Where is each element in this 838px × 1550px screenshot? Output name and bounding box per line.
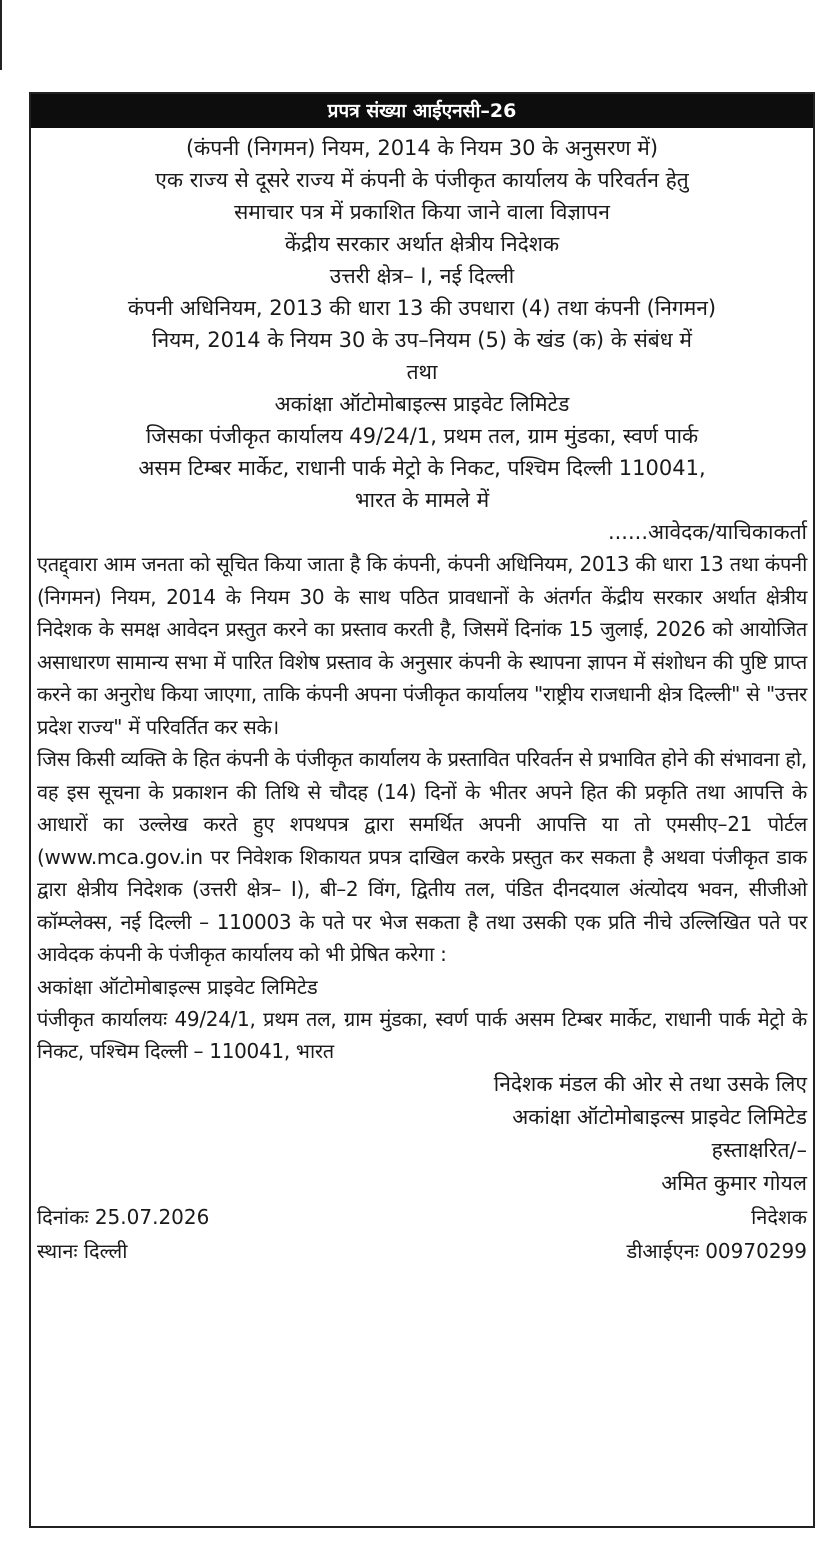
- date-line: दिनांकः 25.07.2026: [37, 1204, 210, 1229]
- footer-row: [37, 1200, 807, 1268]
- signatory-company: अकांक्षा ऑटोमोबाइल्स प्राइवेट लिमिटेड: [512, 1104, 807, 1129]
- matter-line: भारत के मामले में: [354, 488, 490, 512]
- act-reference: कंपनी अधिनियम, 2013 की धारा 13 की उपधारा (4) तथा कंपनी (निगमन): [127, 296, 717, 320]
- place-line: स्थानः दिल्ली: [37, 1238, 128, 1263]
- applicant-line: ......आवेदक/याचिकाकर्ता: [607, 520, 807, 544]
- office-address-line: जिसका पंजीकृत कार्यालय 49/24/1, प्रथम तल, ग्राम मुंडका, स्वर्ण पार्क: [145, 424, 699, 448]
- din-line: डीआईएनः 00970299: [626, 1238, 807, 1263]
- act-reference: नियम, 2014 के नियम 30 के उप–नियम (5) के खंड (क) के संबंध में: [152, 328, 692, 352]
- page-edge-line: [0, 0, 2, 70]
- authority-line: केंद्रीय सरकार अर्थात क्षेत्रीय निदेशक: [284, 232, 560, 256]
- rule-reference: (कंपनी (निगमन) नियम, 2014 के नियम 30 के अनुसरण में): [185, 136, 659, 160]
- header-line: एक राज्य से दूसरे राज्य में कंपनी के पंजीकृत कार्यालय के परिवर्तन हेतु: [155, 168, 689, 192]
- notice-paragraph-1: एतद्द्वारा आम जनता को सूचित किया जाता है कि कंपनी, कंपनी अधिनियम, 2013 की धारा 13 तथा कंपनी (निगमन) नियम, 2014 के नियम 30 के साथ पठित प्रावधानों के अंतर्गत केंद्रीय सरकार अर्थात क्षेत्रीय निदेशक के समक्ष आवेदन प्रस्तुत करने का प्रस्ताव करती है, जिसमें दिनांक 15 जुलाई, 2026 को आयोजित असाधारण सामान्य सभा में पारित विशेष प्रस्ताव के अनुसार कंपनी के स्थापना ज्ञापन में संशोधन की पुष्टि प्राप्त करने का अनुरोध किया जाएगा, ताकि कंपनी अपना पंजीकृत कार्यालय "राष्ट्रीय राजधानी क्षेत्र दिल्ली" से "उत्तर प्रदेश राज्य" में परिवर्तित कर सके।: [37, 552, 807, 739]
- form-title: प्रपत्र संख्या आईएनसी–26: [31, 94, 813, 128]
- company-name: अकांक्षा ऑटोमोबाइल्स प्राइवेट लिमिटेड: [37, 974, 318, 999]
- signed-line: हस्ताक्षरित/–: [711, 1137, 807, 1162]
- on-behalf-line: निदेशक मंडल की ओर से तथा उसके लिए: [493, 1071, 807, 1096]
- office-address-line: असम टिम्बर मार्केट, राधानी पार्क मेट्रो के निकट, पश्चिम दिल्ली 110041,: [138, 456, 706, 480]
- designation-block: [627, 1200, 808, 1268]
- registered-office: पंजीकृत कार्यालयः 49/24/1, प्रथम तल, ग्राम मुंडका, स्वर्ण पार्क असम टिम्बर मार्केट, राधानी पार्क मेट्रो के निकट, पश्चिम दिल्ली – 110041, भारत: [37, 1006, 807, 1063]
- designation: निदेशक: [751, 1204, 807, 1229]
- public-notice: [29, 92, 815, 1528]
- company-heading: अकांक्षा ऑटोमोबाइल्स प्राइवेट लिमिटेड: [274, 392, 570, 416]
- notice-paragraph-2: जिस किसी व्यक्ति के हित कंपनी के पंजीकृत कार्यालय के प्रस्तावित परिवर्तन से प्रभावित होने की संभावना हो, वह इस सूचना के प्रकाशन की तिथि से चौदह (14) दिनों के भीतर अपने हित की प्रकृति तथा आपत्ति के आधारों का उल्लेख करते हुए शपथपत्र द्वारा समर्थित अपनी आपत्ति या तो एमसीए–21 पोर्टल (www.mca.gov.in पर निवेशक शिकायत प्रपत्र दाखिल करके प्रस्तुत कर सकता है अथवा पंजीकृत डाक द्वारा क्षेत्रीय निदेशक (उत्तरी क्षेत्र– I), बी–2 विंग, द्वितीय तल, पंडित दीनदयाल अंत्योदय भवन, सीजीओ कॉम्प्लेक्स, नई दिल्ली – 110003 के पते पर भेज सकता है तथा उसकी एक प्रति नीचे उल्लिखित पते पर आवेदक कंपनी के पंजीकृत कार्यालय को भी प्रेषित करेगा :: [37, 747, 807, 966]
- header-line: समाचार पत्र में प्रकाशित किया जाने वाला विज्ञापन: [234, 200, 610, 224]
- signatory-name: अमित कुमार गोयल: [661, 1170, 807, 1195]
- notice-body: [31, 128, 813, 1268]
- date-place-block: [37, 1200, 209, 1268]
- region-line: उत्तरी क्षेत्र– I, नई दिल्ली: [329, 264, 515, 288]
- conjunction-line: तथा: [406, 360, 438, 384]
